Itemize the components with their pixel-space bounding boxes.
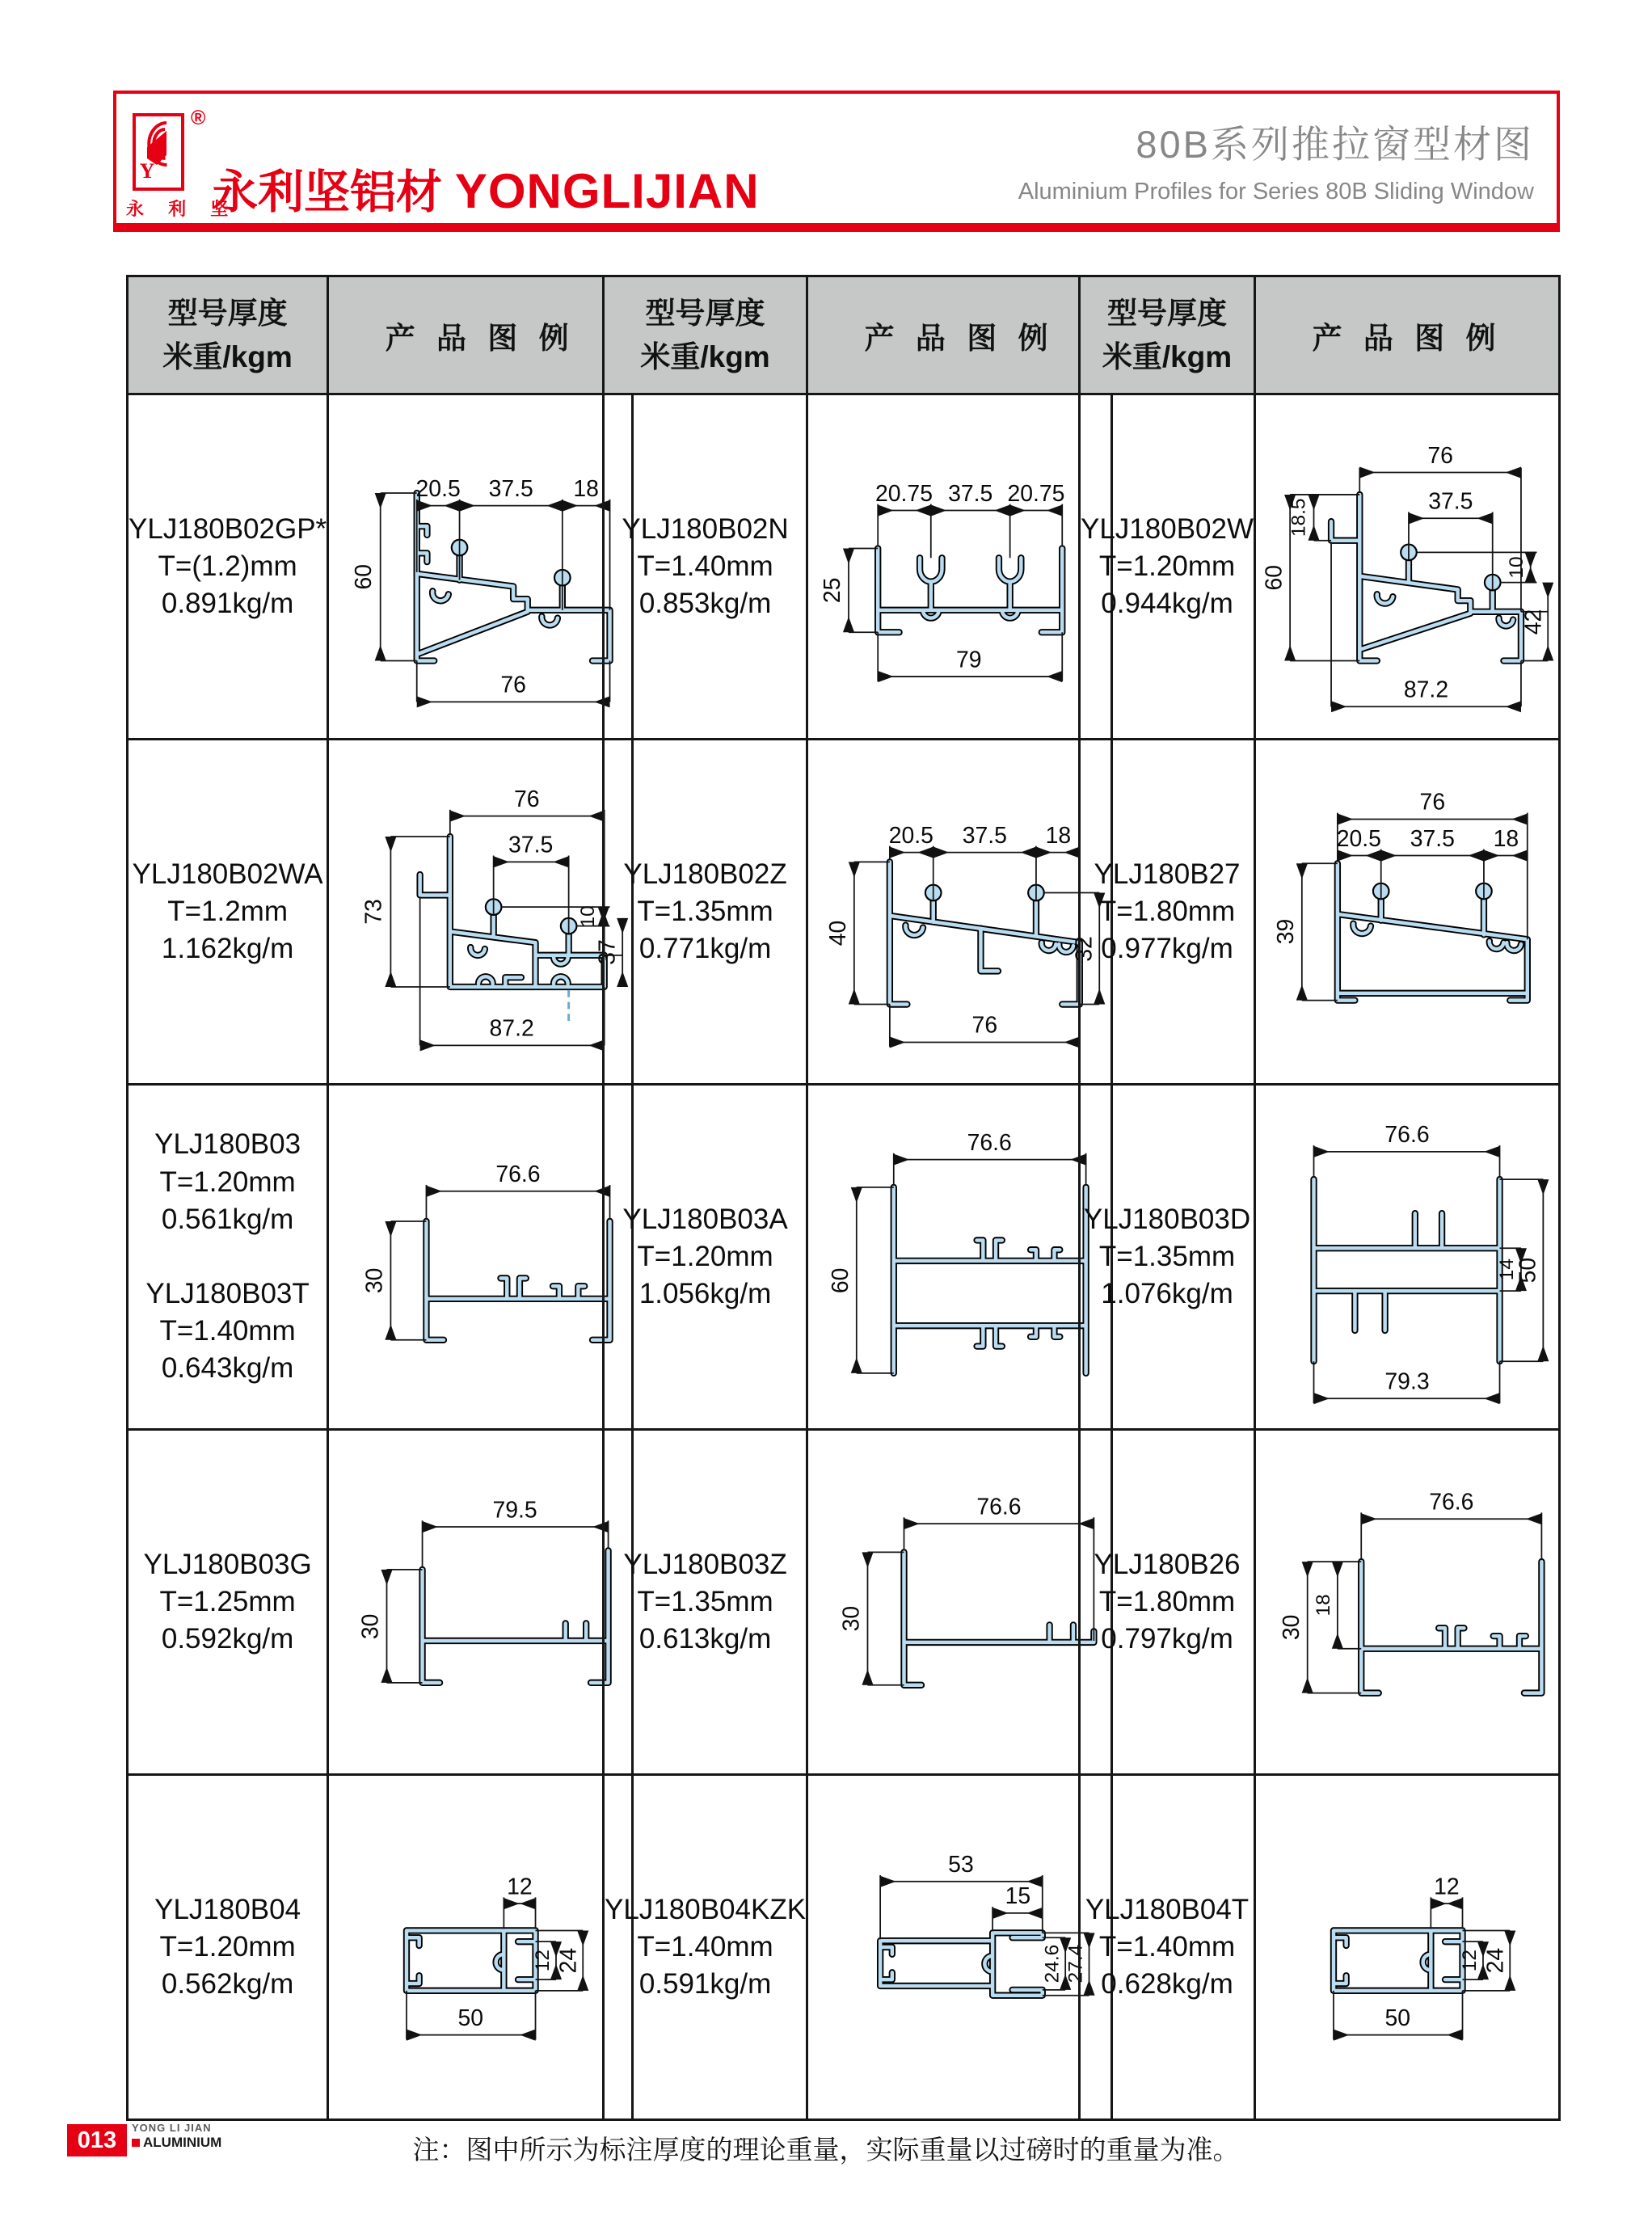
profile-table-group-1 [126, 275, 634, 2121]
dim-label: 12 [1458, 1949, 1481, 1971]
product-model-cell: YLJ180B27 T=1.80mm 0.977kg/m [1080, 740, 1255, 1085]
dimensions [838, 1494, 1094, 1684]
dim-label: 18.5 [1287, 498, 1310, 537]
brand-name-cn: 永利坚铝材 [212, 167, 442, 218]
product-row [1080, 1430, 1560, 1775]
footer-note: 注：图中所示为标注厚度的理论重量，实际重量以过磅时的重量为准。 [412, 2135, 1240, 2165]
table-header-row [1080, 276, 1560, 394]
profile-drawing [1258, 1778, 1557, 2117]
dim-label: 76.6 [1428, 1488, 1473, 1515]
dim-label: 60 [350, 563, 377, 590]
profile-drawing [811, 1778, 1109, 2117]
dim-label: 15 [1005, 1882, 1030, 1909]
dim-label: 20.5 [888, 822, 933, 849]
dim-label: 76 [513, 786, 540, 812]
dim-label: 50 [457, 2005, 483, 2031]
column-header-model: 型号厚度 米重/kgm [1080, 276, 1255, 394]
dim-label: 79 [955, 646, 982, 672]
dim-label: 18 [1312, 1593, 1334, 1617]
product-row [128, 740, 633, 1085]
column-header-example: 产 品 图 例 [807, 276, 1112, 394]
product-drawing-cell [807, 1085, 1112, 1430]
column-header-model: 型号厚度 米重/kgm [604, 276, 807, 394]
dim-label: 27.4 [1064, 1944, 1087, 1983]
product-model-cell: YLJ180B03G T=1.25mm 0.592kg/m [128, 1430, 328, 1775]
dim-label: 12 [506, 1873, 533, 1899]
dim-label: 24.6 [1040, 1944, 1063, 1983]
profile-drawing [1258, 1088, 1557, 1427]
dim-label: 76.6 [967, 1129, 1012, 1156]
brand-logo-mark [133, 113, 184, 191]
product-row [604, 1430, 1112, 1775]
dim-label: 87.2 [1403, 677, 1448, 703]
product-row [604, 394, 1112, 740]
dim-label: 60 [1260, 564, 1287, 590]
profile-drawing [811, 398, 1109, 736]
dimensions [361, 1161, 609, 1340]
product-model-cell: YLJ180B03D T=1.35mm 1.076kg/m [1080, 1085, 1255, 1430]
dim-label: 73 [360, 898, 387, 925]
dim-label: 53 [947, 1851, 974, 1878]
product-drawing-cell [328, 1775, 633, 2120]
brand-name-en: YONGLIJIAN [454, 164, 760, 218]
table-header-row [128, 276, 633, 394]
product-row [128, 394, 633, 740]
dimensions [1261, 442, 1548, 706]
dim-label: 76.6 [976, 1493, 1022, 1520]
dim-label: 37.5 [1427, 488, 1473, 515]
product-row [604, 740, 1112, 1085]
dim-label: 18 [1493, 825, 1519, 852]
dim-label: 30 [357, 1613, 384, 1639]
dim-label: 50 [1384, 2005, 1410, 2031]
dimensions [820, 480, 1064, 681]
dimensions [1313, 1122, 1543, 1403]
product-model-cell: YLJ180B02GP* T=(1.2)mm 0.891kg/m [128, 394, 328, 740]
dim-label: 87.2 [489, 1015, 534, 1042]
profile-drawing [331, 1088, 630, 1427]
product-drawing-cell [807, 1430, 1112, 1775]
registered-trademark: ® [191, 107, 206, 129]
dim-label: 24 [1481, 1947, 1508, 1973]
dim-label: 32 [1071, 935, 1098, 962]
page-title: 80B系列推拉窗型材图 [1136, 123, 1534, 166]
dim-label: 10 [576, 904, 599, 927]
profile-drawing [1258, 743, 1557, 1081]
product-drawing-cell [1255, 1430, 1560, 1775]
dim-label: 12 [1433, 1873, 1460, 1899]
product-model-cell: YLJ180B02Z T=1.35mm 0.771kg/m [604, 740, 807, 1085]
dim-label: 60 [827, 1267, 853, 1293]
profile-drawing [811, 1088, 1109, 1427]
dim-label: 50 [1515, 1257, 1541, 1283]
dim-label: 76.6 [1384, 1121, 1430, 1148]
logo-caption: 永 利 坚 [126, 199, 238, 219]
dimensions [1278, 1489, 1540, 1693]
profile-table-group-3 [1078, 275, 1561, 2121]
product-drawing-cell [807, 740, 1112, 1085]
product-drawing-cell [1255, 1085, 1560, 1430]
product-row [1080, 1775, 1560, 2120]
dim-label: 18 [573, 475, 599, 502]
footer-brand-line2: ALUMINIUM [132, 2135, 221, 2151]
dim-label: 18 [1045, 822, 1071, 849]
dim-label: 76 [1427, 442, 1453, 469]
product-row [128, 1085, 633, 1430]
dim-label: 79.5 [492, 1496, 537, 1523]
product-row [128, 1430, 633, 1775]
profile-drawing [811, 743, 1109, 1081]
product-model-cell: YLJ180B26 T=1.80mm 0.797kg/m [1080, 1430, 1255, 1775]
profile-drawing [1258, 398, 1557, 736]
dim-label: 24 [555, 1947, 582, 1973]
dimensions [357, 1497, 608, 1683]
dim-label: 39 [1272, 918, 1299, 944]
profile-drawing [1258, 1433, 1557, 1772]
table-header-row [604, 276, 1112, 394]
product-row [128, 1775, 633, 2120]
product-model-cell: YLJ180B02W T=1.20mm 0.944kg/m [1080, 394, 1255, 740]
brand-name [212, 155, 760, 221]
product-drawing-cell [328, 1085, 633, 1430]
profile-table-group-2 [602, 275, 1113, 2121]
logo-swoosh-icon [136, 116, 181, 188]
product-row [604, 1085, 1112, 1430]
dim-label: 20.5 [415, 475, 461, 502]
dim-label: 20.75 [1007, 480, 1065, 507]
product-drawing-cell [328, 740, 633, 1085]
page-number-badge: 013 [67, 2124, 127, 2156]
dim-label: 76 [1419, 789, 1445, 816]
page-subtitle: Aluminium Profiles for Series 80B Sliding Window [1018, 179, 1534, 204]
product-drawing-cell [1255, 740, 1560, 1085]
column-header-model: 型号厚度 米重/kgm [128, 276, 328, 394]
product-drawing-cell [328, 394, 633, 740]
product-model-cell: YLJ180B04KZK T=1.40mm 0.591kg/m [604, 1775, 807, 2120]
profile-drawing [331, 1778, 630, 2117]
logo-letter: Y [139, 159, 155, 183]
dim-label: 37.5 [1410, 825, 1455, 852]
profile-drawing [331, 1433, 630, 1772]
dim-label: 37.5 [488, 475, 533, 502]
page-header [113, 91, 1560, 232]
dim-label: 30 [361, 1267, 388, 1293]
dim-label: 10 [1505, 555, 1528, 579]
dim-label: 37 [594, 938, 621, 965]
product-model-cell: YLJ180B04 T=1.20mm 0.562kg/m [128, 1775, 328, 2120]
product-drawing-cell [1255, 394, 1560, 740]
dimensions [880, 1852, 1089, 1996]
dim-label: 37.5 [508, 832, 553, 858]
dim-label: 20.5 [1336, 825, 1381, 852]
product-drawing-cell [807, 1775, 1112, 2120]
product-model-cell: YLJ180B03A T=1.20mm 1.056kg/m [604, 1085, 807, 1430]
product-model-cell: YLJ180B03Z T=1.35mm 0.613kg/m [604, 1430, 807, 1775]
dim-label: 76.6 [495, 1161, 541, 1187]
product-model-cell: YLJ180B03 T=1.20mm 0.561kg/m YLJ180B03T T=1.40mm 0.643kg/m [128, 1085, 328, 1430]
column-header-example: 产 品 图 例 [328, 276, 633, 394]
column-header-example: 产 品 图 例 [1255, 276, 1560, 394]
dim-label: 30 [1278, 1614, 1304, 1640]
dimensions [825, 822, 1099, 1047]
dim-label: 14 [1495, 1258, 1518, 1280]
footer-brand-line1: YONG LI JIAN [132, 2122, 212, 2134]
dimensions [828, 1129, 1086, 1372]
dim-label: 20.75 [874, 480, 933, 507]
product-model-cell: YLJ180B04T T=1.40mm 0.628kg/m [1080, 1775, 1255, 2120]
dim-label: 76 [971, 1012, 997, 1039]
product-row [1080, 394, 1560, 740]
product-row [1080, 740, 1560, 1085]
profile-drawing [331, 743, 630, 1081]
dim-label: 30 [838, 1605, 865, 1631]
dim-label: 40 [824, 920, 851, 946]
product-drawing-cell [1255, 1775, 1560, 2120]
dim-label: 76 [500, 672, 526, 698]
product-drawing-cell [807, 394, 1112, 740]
product-model-cell: YLJ180B02N T=1.40mm 0.853kg/m [604, 394, 807, 740]
dimensions [351, 475, 610, 701]
profile-drawing [811, 1433, 1109, 1772]
page-title-block [1018, 115, 1534, 205]
dim-label: 79.3 [1384, 1368, 1430, 1394]
dim-label: 12 [531, 1949, 554, 1971]
dim-label: 25 [819, 577, 845, 603]
product-drawing-cell [328, 1430, 633, 1775]
dim-label: 42 [1519, 609, 1546, 634]
dim-label: 37.5 [947, 480, 992, 507]
product-row [1080, 1085, 1560, 1430]
product-row [604, 1775, 1112, 2120]
product-model-cell: YLJ180B02WA T=1.2mm 1.162kg/m [128, 740, 328, 1085]
dim-label: 37.5 [962, 822, 1007, 849]
profile-drawing [331, 398, 630, 736]
